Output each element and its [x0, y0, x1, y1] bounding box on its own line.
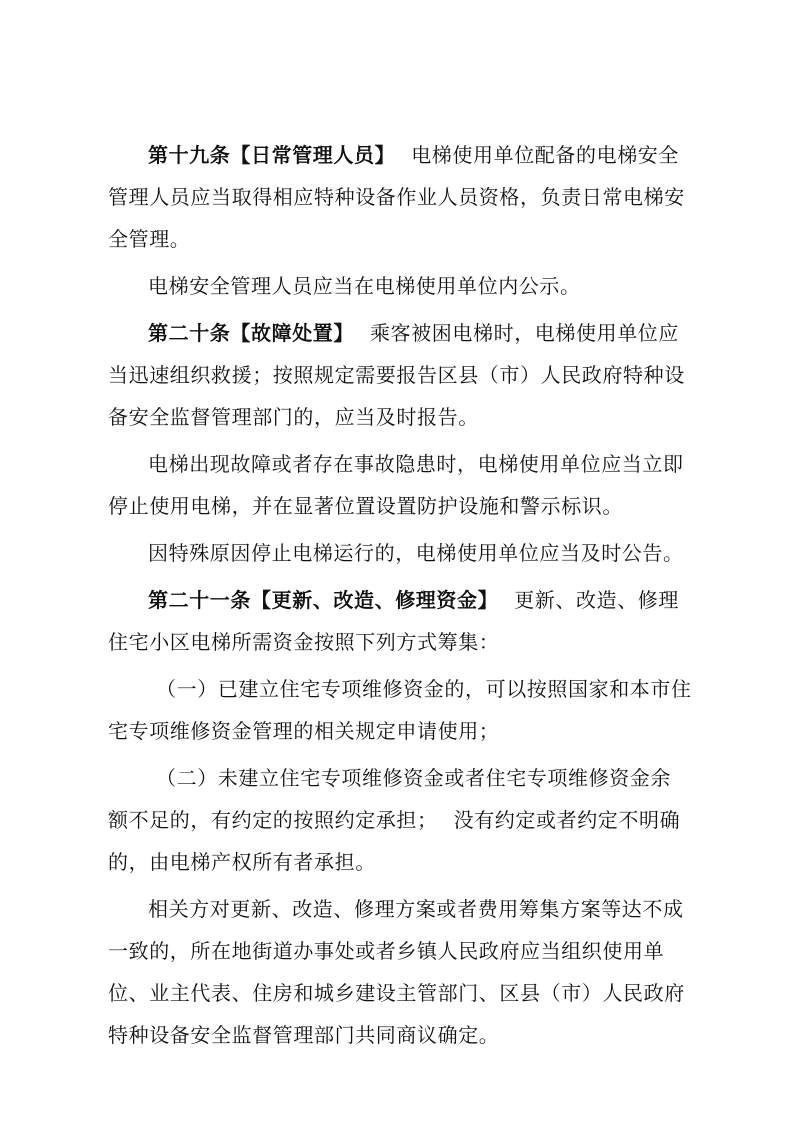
article-20-text-line-3: 备安全监督管理部门的，应当及时报告。 [108, 405, 479, 429]
article-20-first-line [108, 312, 700, 354]
article-21-paragraph-line-3: 位、业主代表、住房和城乡建设主管部门、区县（市）人民政府 [108, 981, 685, 1005]
article-20-text-line-2: 当迅速组织救援；按照规定需要报告区县（市）人民政府特种设 [108, 363, 685, 387]
article-21-item-2-line-3: 的，由电梯产权所有者承担。 [108, 850, 376, 874]
article-20-paragraph-2-line-2: 停止使用电梯，并在显著位置设置防护设施和警示标识。 [108, 494, 623, 518]
article-19-text-line-1: 电梯使用单位配备的电梯安全 [411, 143, 680, 167]
article-21-item-2-line-1: （二）未建立住宅专项维修资金或者住宅专项维修资金余 [156, 766, 671, 790]
article-19-text-line-3: 全管理。 [108, 227, 191, 251]
article-21-paragraph-line-2: 一致的，所在地街道办事处或者乡镇人民政府应当组织使用单 [108, 939, 665, 963]
article-21-item-2-line-2 [108, 799, 700, 841]
article-21-paragraph-line-1: 相关方对更新、改造、修理方案或者费用筹集方案等达不成 [148, 897, 684, 921]
article-19-text-line-2: 管理人员应当取得相应特种设备作业人员资格，负责日常电梯安 [108, 185, 685, 209]
article-20-paragraph-3: 因特殊原因停止电梯运行的，电梯使用单位应当及时公告。 [148, 541, 684, 565]
article-21-paragraph-line-4: 特种设备安全监督管理部门共同商议确定。 [108, 1023, 500, 1047]
article-21-item-1-line-2: 宅专项维修资金管理的相关规定申请使用； [108, 719, 500, 743]
article-20-paragraph-2-line-1: 电梯出现故障或者存在事故隐患时，电梯使用单位应当立即 [148, 452, 684, 476]
article-21-first-line [108, 579, 700, 621]
article-21-item-2-line-2a: 额不足的，有约定的按照约定承担； [108, 808, 438, 832]
article-20-heading: 第二十条【故障处置】 [148, 321, 354, 345]
article-21-heading: 第二十一条【更新、改造、修理资金】 [148, 588, 499, 612]
article-19-first-line [108, 134, 700, 176]
article-21-item-1-line-1: （一）已建立住宅专项维修资金的，可以按照国家和本市住 [156, 677, 692, 701]
article-21-text-line-2: 住宅小区电梯所需资金按照下列方式筹集： [108, 630, 500, 654]
article-21-item-2-line-2b: 没有约定或者约定不明确 [453, 808, 681, 832]
article-20-text-line-1: 乘客被困电梯时，电梯使用单位应 [370, 321, 679, 345]
document-page [108, 134, 700, 1056]
article-21-text-line-1: 更新、改造、修理 [514, 588, 680, 612]
article-19-paragraph-2: 电梯安全管理人员应当在电梯使用单位内公示。 [148, 274, 581, 298]
article-19-heading: 第十九条【日常管理人员】 [148, 143, 396, 167]
